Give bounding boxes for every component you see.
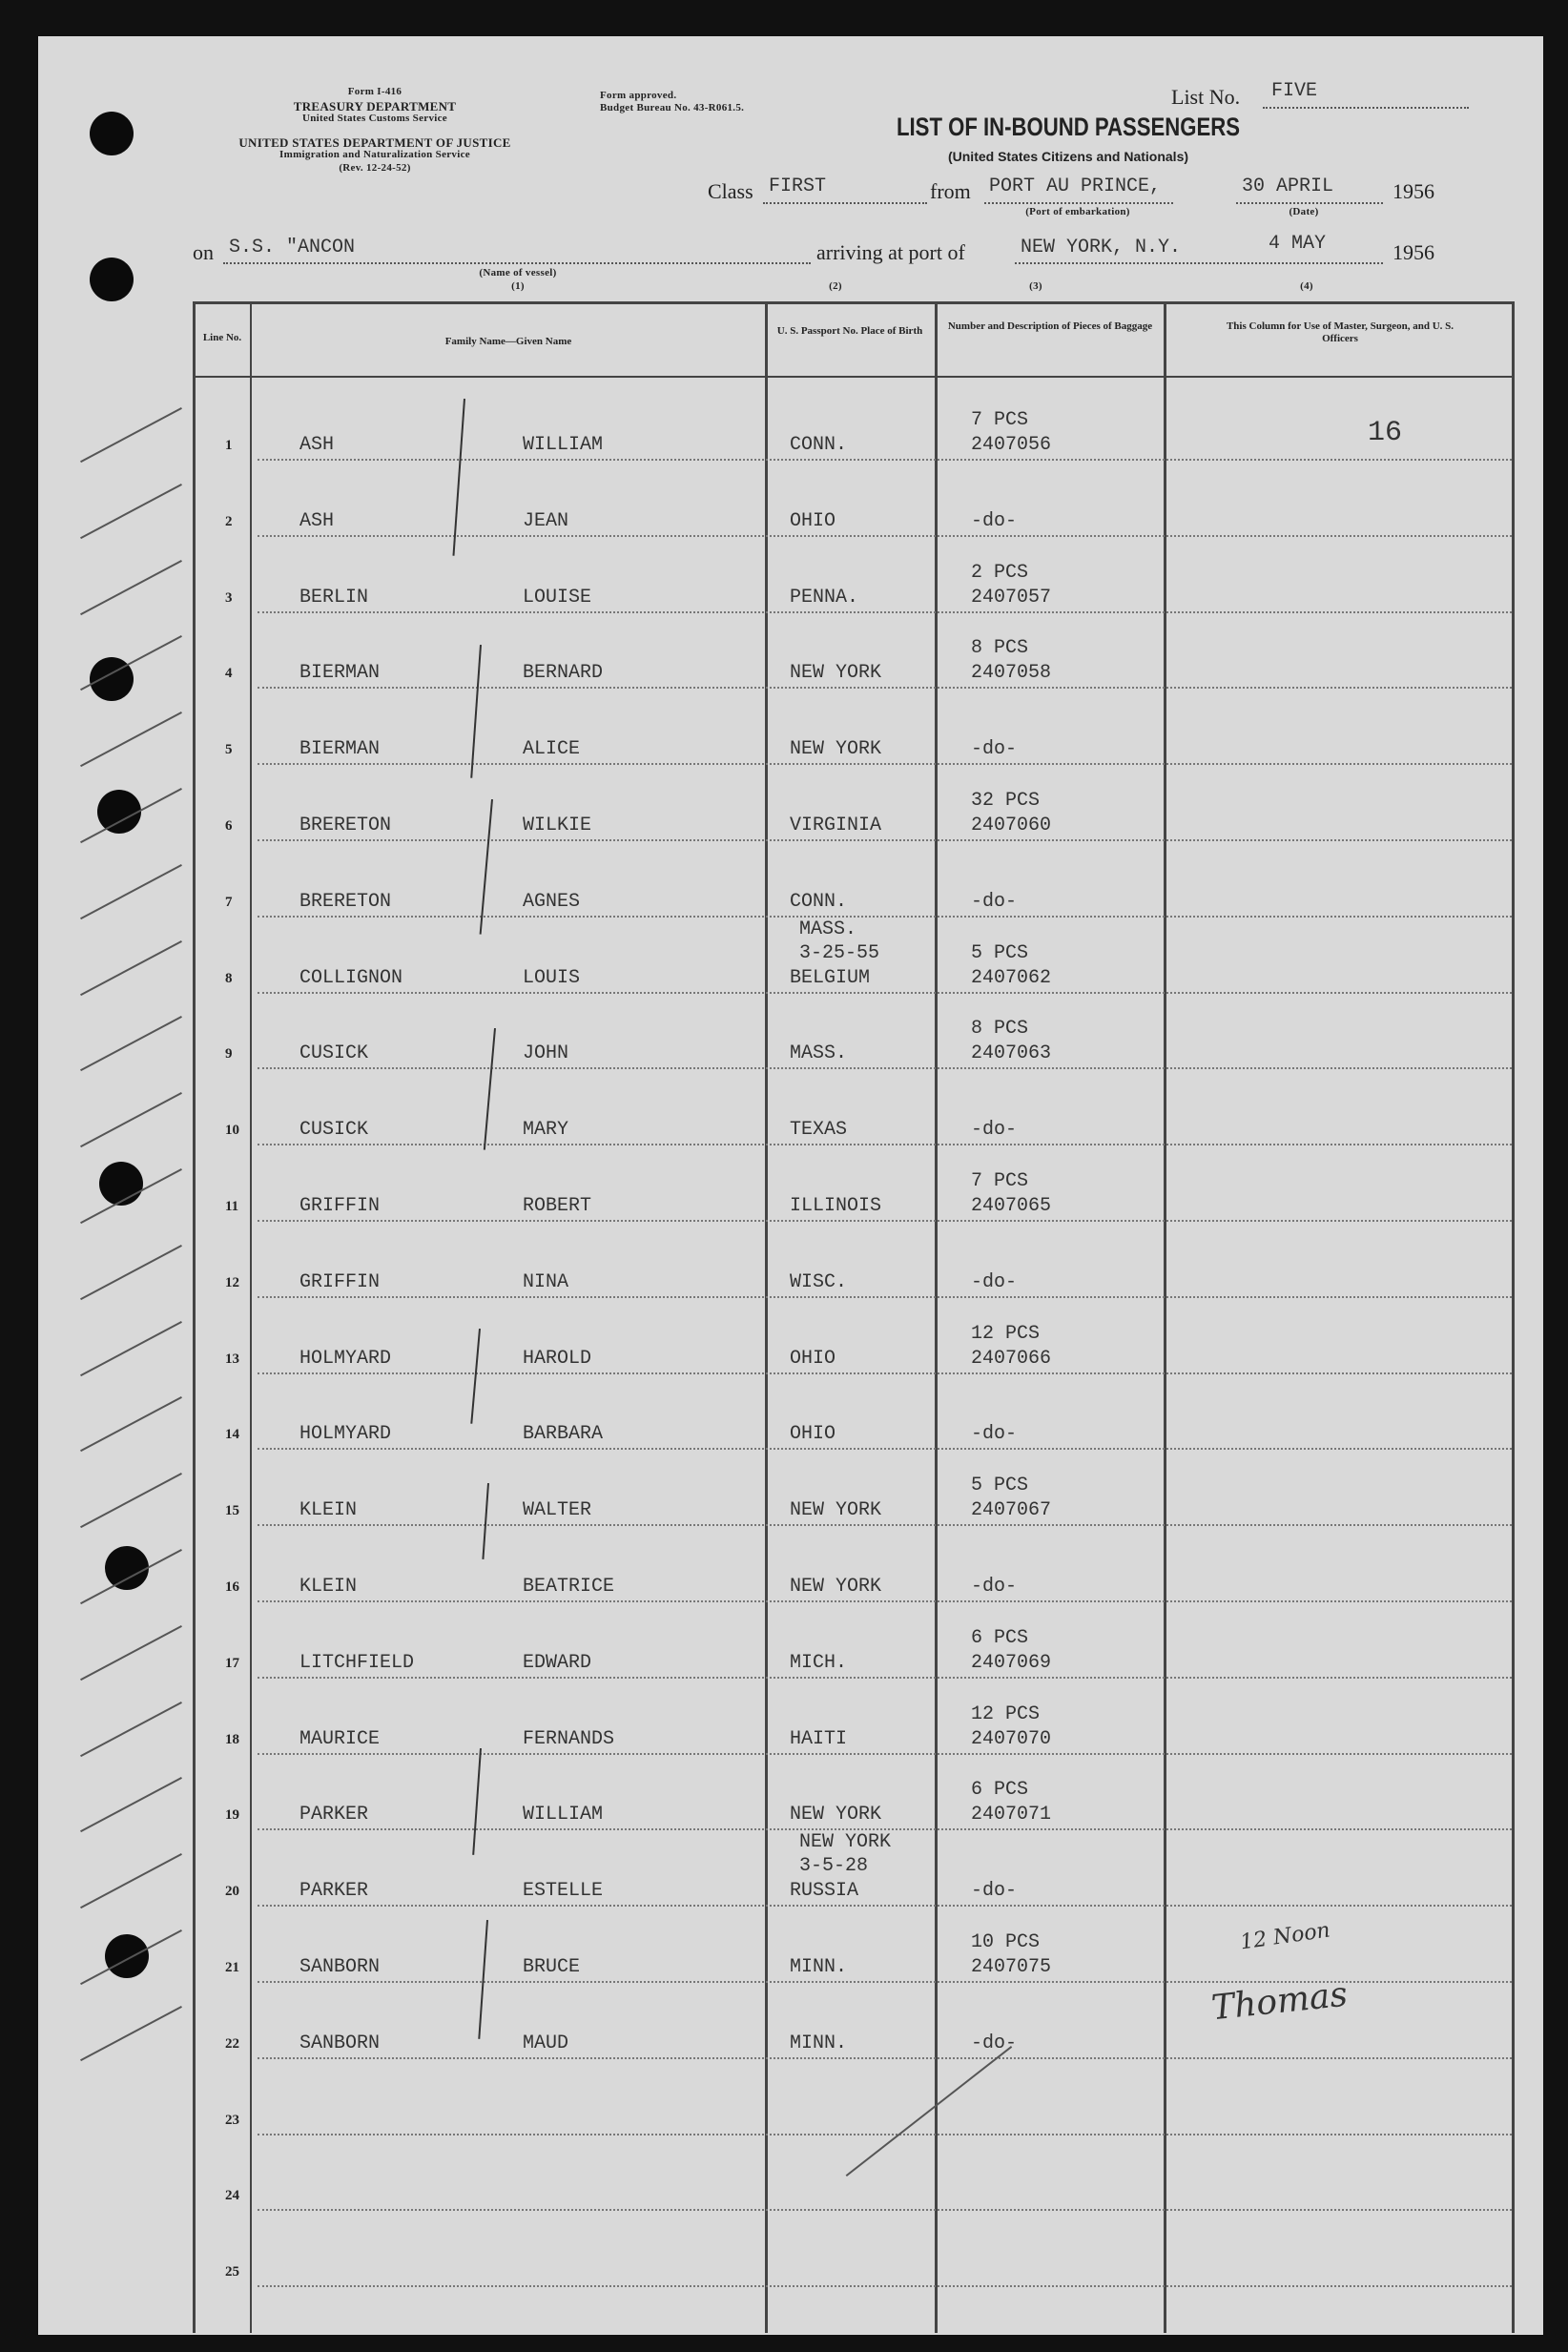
check-mark [80,1092,182,1147]
row-rule [258,763,1512,765]
family-name: ASH [299,434,335,456]
given-name: MARY [523,1119,569,1142]
page-subtitle: (United States Citizens and Nationals) [947,149,1189,164]
closing-line [846,2046,1013,2177]
baggage-number: 2407070 [971,1727,1052,1750]
vessel-name: S.S. "ANCON [229,237,356,258]
place-of-birth: BELGIUM [790,966,871,989]
port-of-embarkation: PORT AU PRINCE, [989,175,1162,197]
given-name: WILLIAM [523,434,604,456]
row-rule [258,1524,1512,1526]
baggage-count: 12 PCS [971,1702,1041,1725]
row-rule [258,839,1512,841]
family-bracket [478,1920,488,2039]
header-line-no: Line No. [202,332,242,343]
baggage-number: 2407062 [971,966,1052,989]
line-number: 9 [225,1046,233,1063]
passport-rule [935,301,938,2333]
check-mark [80,1777,182,1832]
baggage-number: 2407065 [971,1195,1052,1217]
from-line [984,202,1173,204]
header-officers: This Column for Use of Master, Surgeon, and U. S. Officers [1226,320,1455,344]
family-name: ASH [299,509,335,532]
given-name: AGNES [523,890,581,913]
header-rule [193,376,1514,378]
line-number: 22 [225,2035,239,2052]
row-rule [258,1220,1512,1222]
check-mark [80,560,182,615]
baggage-count: 5 PCS [971,1475,1029,1497]
row-rule [258,2134,1512,2135]
line-number: 8 [225,970,233,986]
arrival-year: 1956 [1393,240,1434,264]
check-mark [80,940,182,996]
baggage-number: 2407067 [971,1499,1052,1522]
row-rule [258,1677,1512,1679]
place-of-birth: OHIO [790,1347,836,1370]
row-rule [258,1753,1512,1755]
treasury-dept: TREASURY DEPARTMENT [293,99,457,113]
col-note-3: (3) [1029,280,1042,292]
line-number: 18 [225,1731,239,1747]
family-name: GRIFFIN [299,1195,381,1217]
place-of-birth: MINN. [790,2032,848,2054]
baggage-count: 8 PCS [971,1018,1029,1041]
class-value: FIRST [769,175,827,197]
baggage-number: 2407071 [971,1804,1052,1826]
table-left-rule [193,301,196,2333]
passport-place: MASS. [799,918,857,940]
given-name: FERNANDS [523,1727,615,1750]
baggage-count: 7 PCS [971,1170,1029,1192]
given-name: NINA [523,1270,569,1293]
check-mark [80,1321,182,1376]
list-no-label: List No. [1171,85,1241,109]
baggage-count: 32 PCS [971,790,1041,812]
family-name: BERLIN [299,586,369,609]
form-number: Form I-416 [347,86,402,97]
baggage-number: -do- [971,1576,1018,1598]
check-mark [80,1396,182,1452]
family-name: HOLMYARD [299,1423,392,1446]
arriving-label: arriving at port of [816,240,965,264]
baggage-number: 2407057 [971,586,1052,609]
line-number: 14 [225,1427,239,1443]
given-name: WILKIE [523,815,592,836]
check-mark [80,712,182,767]
line-number: 19 [225,1807,239,1824]
baggage-count: 5 PCS [971,941,1029,964]
place-of-birth: OHIO [790,509,836,532]
from-label: from [930,179,971,203]
line-number: 5 [225,742,233,758]
class-label: Class [708,179,753,203]
baggage-number: 2407060 [971,815,1052,836]
check-mark [80,407,182,463]
place-of-birth: HAITI [790,1727,848,1750]
place-of-birth: MICH. [790,1651,848,1674]
place-of-birth: NEW YORK [790,662,882,685]
family-name: KLEIN [299,1576,358,1598]
revision: (Rev. 12-24-52) [339,162,411,174]
row-rule [258,1828,1512,1830]
arrival-line [1015,262,1383,264]
family-name: BRERETON [299,815,392,836]
passport-date: 3-5-28 [799,1855,869,1878]
justice-dept: UNITED STATES DEPARTMENT OF JUSTICE [238,135,511,150]
officer-signature: Thomas [1209,1974,1350,2029]
name-rule [765,301,768,2333]
header-passport: U. S. Passport No. Place of Birth [776,325,923,337]
line-number: 1 [225,438,233,453]
arrival-date: 4 MAY [1269,233,1327,255]
baggage-number: -do- [971,1880,1018,1903]
place-of-birth: NEW YORK [790,1576,882,1598]
line-number: 17 [225,1655,239,1671]
check-mark [80,484,182,539]
line-number: 10 [225,1123,239,1139]
place-of-birth: NEW YORK [790,1804,882,1826]
family-name: GRIFFIN [299,1270,381,1293]
line-number: 15 [225,1503,239,1519]
arrival-port: NEW YORK, N.Y. [1021,237,1182,258]
place-of-birth: VIRGINIA [790,815,882,836]
check-mark [80,864,182,919]
embark-note: (Port of embarkation) [1025,206,1130,217]
given-name: BARBARA [523,1423,604,1446]
date1-line [1236,202,1383,204]
check-mark [80,2006,182,2061]
place-of-birth: ILLINOIS [790,1195,882,1217]
place-of-birth: TEXAS [790,1119,848,1142]
family-name: BIERMAN [299,738,381,761]
family-name: HOLMYARD [299,1347,392,1370]
line-number: 2 [225,513,233,529]
place-of-birth: OHIO [790,1423,836,1446]
vessel-line [223,262,811,264]
check-mark [80,1016,182,1071]
given-name: BERNARD [523,662,604,685]
line-number: 13 [225,1351,239,1367]
manifest-page [38,36,1543,2335]
line-number: 25 [225,2264,239,2280]
row-rule [258,1067,1512,1069]
baggage-number: 2407066 [971,1347,1052,1370]
check-mark [80,1853,182,1908]
check-mark [80,1625,182,1681]
baggage-number: 2407063 [971,1042,1052,1065]
check-mark [80,1245,182,1300]
on-label: on [193,240,214,264]
family-name: KLEIN [299,1499,358,1522]
place-of-birth: CONN. [790,890,848,913]
vessel-note: (Name of vessel) [479,267,557,279]
place-of-birth: WISC. [790,1270,848,1293]
baggage-number: 2407069 [971,1651,1052,1674]
col-note-1: (1) [511,280,525,292]
baggage-count: 8 PCS [971,637,1029,660]
passport-place: NEW YORK [799,1831,892,1854]
family-name: COLLIGNON [299,966,403,989]
header-name: Family Name—Given Name [444,336,572,347]
form-approved: Form approved. [600,90,677,101]
baggage-count: 7 PCS [971,409,1029,431]
given-name: ESTELLE [523,1880,604,1903]
family-name: MAURICE [299,1727,381,1750]
row-rule [258,2209,1512,2211]
row-rule [258,535,1512,537]
given-name: JOHN [523,1042,569,1065]
family-bracket [484,1028,496,1150]
row-rule [258,1372,1512,1374]
baggage-number: -do- [971,1119,1018,1142]
place-of-birth: NEW YORK [790,1499,882,1522]
place-of-birth: PENNA. [790,586,859,609]
header-baggage: Number and Description of Pieces of Baggage [947,320,1153,332]
place-of-birth: NEW YORK [790,738,882,761]
family-bracket [480,799,493,935]
punch-hole [90,112,134,155]
check-mark [80,1473,182,1528]
family-name: SANBORN [299,1956,381,1978]
line-number: 4 [225,666,233,682]
baggage-count: 12 PCS [971,1322,1041,1345]
place-of-birth: MINN. [790,1956,848,1978]
given-name: LOUIS [523,966,581,989]
line-number: 7 [225,894,233,910]
family-name: PARKER [299,1804,369,1826]
baggage-number: 2407056 [971,434,1052,456]
row-rule [258,916,1512,918]
line-number: 12 [225,1274,239,1290]
officer-note: 16 [1368,417,1403,449]
place-of-birth: MASS. [790,1042,848,1065]
family-bracket [470,645,482,778]
family-bracket [482,1483,489,1559]
row-rule [258,459,1512,461]
row-rule [258,1296,1512,1298]
line-number: 11 [225,1199,239,1214]
family-name: LITCHFIELD [299,1651,415,1674]
page-title: LIST OF IN-BOUND PASSENGERS [896,113,1241,141]
given-name: JEAN [523,509,569,532]
baggage-count: 6 PCS [971,1626,1029,1649]
punch-hole [90,258,134,301]
row-rule [258,2285,1512,2287]
time-note: 12 Noon [1238,1918,1332,1955]
baggage-number: 2407075 [971,1956,1052,1978]
given-name: BRUCE [523,1956,581,1978]
baggage-number: 2407058 [971,662,1052,685]
punch-hole [105,1934,149,1978]
col-note-2: (2) [829,280,842,292]
list-no-value: FIVE [1271,80,1318,102]
line-number: 6 [225,818,233,834]
row-rule [258,992,1512,994]
given-name: WILLIAM [523,1804,604,1826]
class-line [763,202,927,204]
check-mark [80,1702,182,1757]
family-name: BRERETON [299,890,392,913]
list-no-line [1263,107,1469,109]
row-rule [258,1144,1512,1145]
baggage-number: -do- [971,1270,1018,1293]
baggage-number: -do- [971,1423,1018,1446]
given-name: ALICE [523,738,581,761]
family-bracket [472,1748,482,1855]
departure-year: 1956 [1393,179,1434,203]
baggage-count: 10 PCS [971,1931,1041,1953]
baggage-number: -do- [971,738,1018,761]
baggage-count: 2 PCS [971,561,1029,584]
row-rule [258,1600,1512,1602]
baggage-count: 6 PCS [971,1779,1029,1802]
customs-service: United States Customs Service [302,113,447,124]
line-number: 24 [225,2188,239,2204]
given-name: WALTER [523,1499,592,1522]
family-name: PARKER [299,1880,369,1903]
budget-bureau: Budget Bureau No. 43-R061.5. [600,102,745,113]
family-name: BIERMAN [299,662,381,685]
lineno-rule [250,301,252,2333]
baggage-rule [1164,301,1166,2333]
line-number: 3 [225,589,233,606]
family-bracket [452,399,465,556]
date-note: (Date) [1289,206,1319,217]
baggage-number: -do- [971,2032,1018,2054]
family-name: CUSICK [299,1042,369,1065]
given-name: MAUD [523,2032,569,2054]
baggage-number: -do- [971,890,1018,913]
family-name: CUSICK [299,1119,369,1142]
line-number: 23 [225,2112,239,2128]
family-name: SANBORN [299,2032,381,2054]
given-name: HAROLD [523,1347,592,1370]
table-top-rule [193,301,1514,304]
table-right-rule [1512,301,1515,2333]
passport-date: 3-25-55 [799,941,880,964]
row-rule [258,2057,1512,2059]
given-name: EDWARD [523,1651,592,1674]
given-name: LOUISE [523,586,592,609]
given-name: ROBERT [523,1195,592,1217]
col-note-4: (4) [1300,280,1313,292]
row-rule [258,1448,1512,1450]
punch-hole [105,1546,149,1590]
given-name: BEATRICE [523,1576,615,1598]
place-of-birth: RUSSIA [790,1880,859,1903]
row-rule [258,611,1512,613]
family-bracket [470,1329,481,1424]
departure-date: 30 APRIL [1242,175,1334,197]
line-number: 21 [225,1960,239,1975]
row-rule [258,687,1512,689]
place-of-birth: CONN. [790,434,848,456]
row-rule [258,1905,1512,1907]
baggage-number: -do- [971,509,1018,532]
line-number: 20 [225,1884,239,1900]
line-number: 16 [225,1579,239,1595]
ins-service: Immigration and Naturalization Service [279,149,470,160]
